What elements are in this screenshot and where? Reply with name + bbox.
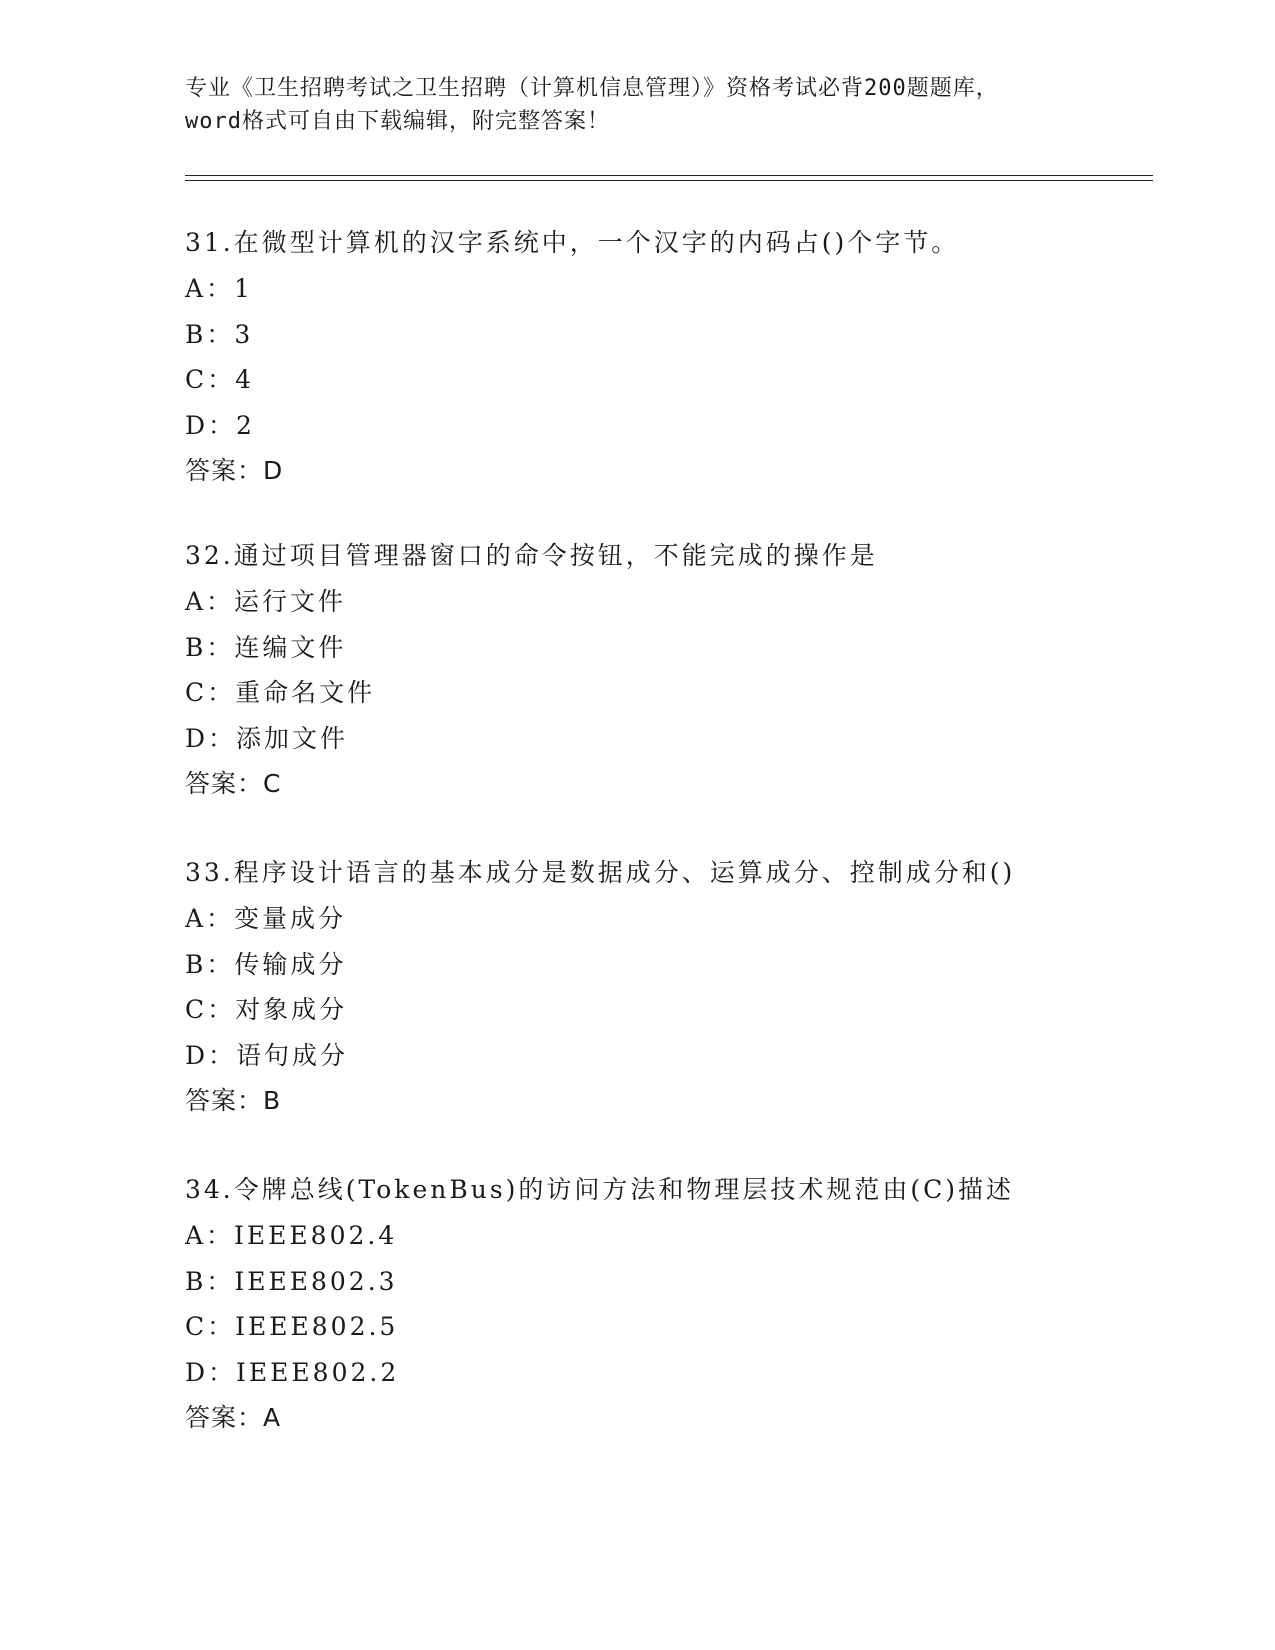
option-a: A：运行文件 <box>185 587 347 616</box>
option-b: B：IEEE802.3 <box>185 1266 398 1296</box>
option-d: D：语句成分 <box>185 1040 349 1070</box>
option-c: C：对象成分 <box>185 995 348 1024</box>
question-stem: 34.令牌总线(TokenBus)的访问方法和物理层技术规范由(C)描述 <box>185 1175 1015 1204</box>
header-divider-top <box>185 175 1153 176</box>
answer-line: 答案：C <box>185 769 282 798</box>
option-b: B：3 <box>185 319 254 349</box>
option-d: D：2 <box>185 410 255 440</box>
option-a: A：1 <box>185 274 253 303</box>
question-stem: 33.程序设计语言的基本成分是数据成分、运算成分、控制成分和() <box>185 858 1016 887</box>
option-b: B：连编文件 <box>185 632 347 662</box>
question-31 <box>185 220 1165 493</box>
header-divider-bottom <box>185 180 1153 181</box>
question-34 <box>185 1167 1165 1440</box>
header-line-1: 专业《卫生招聘考试之卫生招聘（计算机信息管理）》资格考试必背200题题库， <box>185 76 999 101</box>
option-b: B：传输成分 <box>185 949 347 979</box>
option-c: C：重命名文件 <box>185 678 376 707</box>
option-a: A：变量成分 <box>185 904 347 933</box>
header-line-2: word格式可自由下载编辑，附完整答案！ <box>185 109 610 134</box>
option-c: C：4 <box>185 365 255 394</box>
question-stem: 31.在微型计算机的汉字系统中，一个汉字的内码占()个字节。 <box>185 228 960 257</box>
question-stem: 32.通过项目管理器窗口的命令按钮，不能完成的操作是 <box>185 541 878 570</box>
answer-line: 答案：B <box>185 1086 282 1115</box>
question-32 <box>185 533 1165 806</box>
document-header <box>185 72 1085 138</box>
answer-line: 答案：D <box>185 456 284 485</box>
option-d: D：添加文件 <box>185 723 349 753</box>
question-33 <box>185 850 1165 1123</box>
option-d: D：IEEE802.2 <box>185 1357 400 1387</box>
option-c: C：IEEE802.5 <box>185 1312 399 1341</box>
option-a: A：IEEE802.4 <box>185 1221 398 1250</box>
answer-line: 答案：A <box>185 1403 282 1432</box>
